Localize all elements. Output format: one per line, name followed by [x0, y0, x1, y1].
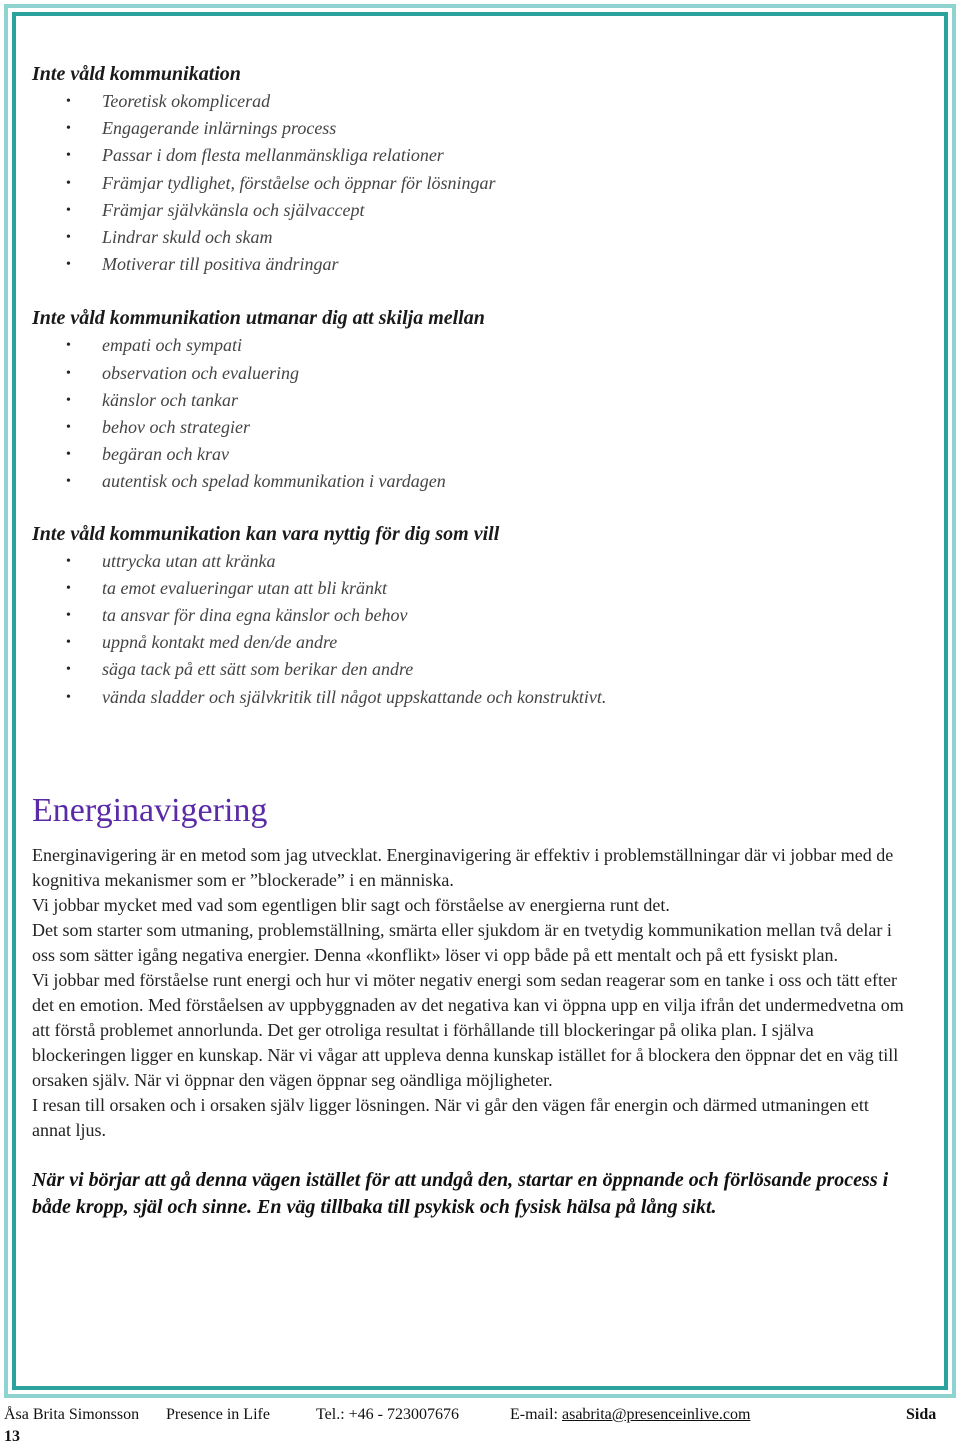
list-item-text: säga tack på ett sätt som berikar den andre: [102, 659, 414, 680]
list-item-text: uttrycka utan att kränka: [102, 550, 276, 571]
list-item: [32, 629, 912, 656]
bullet-list: [32, 332, 912, 495]
paragraph: Det som starter som utmaning, problemställning, smärta eller sjukdom är en tvetydig kommunikation mellan två delar i oss som sätter igång negativa energier. Denna «konflikt» löser vi opp både på ett mentalt och på ett fysiskt plan.: [32, 919, 892, 965]
list-item: [32, 575, 912, 602]
bullet-icon: •: [66, 580, 71, 596]
footer-phone: Tel.: +46 - 723007676: [316, 1406, 459, 1423]
bullet-icon: •: [66, 94, 71, 109]
paragraph: Vi jobbar med förståelse runt energi och hur vi möter negativ energi som sedan reagerar som en tanke i oss och tätt efter det en emotion. Med förståelsen av uppbyggnaden av det negativa kan vi öppna upp en vilja ifrån det undermedvetna om att förstå problemet annorlunda. Det ger otroliga resultat i förhållande till blockeringar på olika plan. I själva blockeringen ligger en kunskap. När vi vågar att uppleva denna kunskap istället for å blockera den öppnar det en väg till orsaken själv. När vi öppnar den vägen öppnar seg oändliga möjligheter.: [32, 969, 904, 1090]
list-item: [32, 224, 912, 251]
list-item: [32, 332, 912, 359]
paragraph: I resan till orsaken och i orsaken själv ligger lösningen. När vi går den vägen får energin och därmed utmaningen ett annat ljus.: [32, 1094, 869, 1140]
list-item-text: uppnå kontakt med den/de andre: [102, 632, 338, 653]
list-item-text: Motiverar till positiva ändringar: [102, 254, 339, 275]
bullet-icon: •: [66, 148, 71, 164]
list-item-text: behov och strategier: [102, 417, 250, 438]
list-item-text: ta ansvar för dina egna känslor och behov: [102, 605, 408, 626]
bullet-icon: •: [66, 121, 71, 137]
list-item-text: observation och evaluering: [102, 362, 299, 383]
bullet-icon: •: [66, 257, 71, 273]
bullet-icon: •: [66, 365, 71, 381]
bullet-icon: •: [66, 175, 71, 191]
bullet-icon: •: [66, 392, 71, 408]
body-text: [32, 843, 912, 1143]
section-nvc-benefits: [32, 60, 912, 278]
bullet-icon: •: [66, 474, 71, 490]
bullet-list: [32, 548, 912, 711]
section-nvc-useful: [32, 520, 912, 711]
list-item: [32, 656, 912, 683]
list-item: [32, 468, 912, 495]
list-item-text: Engagerande inlärnings process: [102, 118, 337, 139]
paragraph: Vi jobbar mycket med vad som egentligen blir sagt och förståelse av energierna runt det.: [32, 894, 670, 915]
list-item: [32, 251, 912, 278]
list-item-text: ta emot evalueringar utan att bli kränkt: [102, 577, 387, 598]
list-item: [32, 602, 912, 629]
list-item: [32, 414, 912, 441]
section-title: Inte våld kommunikation: [32, 63, 241, 85]
footer-email-label: E-mail:: [510, 1406, 558, 1423]
list-item: [32, 360, 912, 387]
section-title: Inte våld kommunikation kan vara nyttig för dig som vill: [32, 522, 500, 545]
list-item-text: Teoretisk okomplicerad: [102, 91, 271, 111]
list-item: [32, 197, 912, 224]
list-item-text: begäran och krav: [102, 444, 229, 465]
page-heading: Energinavigering: [32, 791, 268, 829]
section-energinavigering: [32, 791, 912, 1222]
list-item-text: autentisk och spelad kommunikation i vardagen: [102, 471, 446, 492]
bullet-list: [32, 88, 912, 278]
list-item: [32, 387, 912, 414]
list-item-text: känslor och tankar: [102, 389, 238, 410]
section-title: Inte våld kommunikation utmanar dig att skilja mellan: [32, 307, 485, 330]
list-item-text: vända sladder och självkritik till något uppskattande och konstruktivt.: [102, 686, 607, 707]
page-number: 13: [4, 1428, 20, 1445]
bullet-icon: •: [66, 608, 71, 624]
bullet-icon: •: [66, 447, 71, 463]
bullet-icon: •: [66, 689, 71, 705]
footer-company: Presence in Life: [166, 1406, 270, 1423]
bullet-icon: •: [66, 202, 71, 218]
list-item: [32, 170, 912, 197]
page-content: [32, 60, 912, 1242]
list-item: [32, 548, 912, 575]
list-item-text: Främjar tydlighet, förståelse och öppnar för lösningar: [102, 172, 496, 193]
paragraph: Energinavigering är en metod som jag utvecklat. Energinavigering är effektiv i problemställningar där vi jobbar med de kognitiva mekanismer som er ”blockerade” i en människa.: [32, 844, 894, 890]
footer-page-label: Sida: [906, 1406, 937, 1423]
list-item-text: Främjar självkänsla och självaccept: [102, 199, 365, 220]
bullet-icon: •: [66, 662, 71, 678]
list-item: [32, 88, 912, 115]
bullet-icon: •: [66, 338, 71, 354]
bullet-icon: •: [66, 635, 71, 651]
bullet-icon: •: [66, 230, 71, 246]
footer-email: [510, 1406, 750, 1424]
section-nvc-distinctions: [32, 304, 912, 495]
page-footer: [0, 1404, 960, 1445]
list-item: [32, 115, 912, 142]
bullet-icon: •: [66, 420, 71, 436]
list-item: [32, 684, 912, 711]
list-item-text: empati och sympati: [102, 335, 242, 356]
bullet-icon: •: [66, 553, 71, 569]
list-item-text: Passar i dom flesta mellanmänskliga relationer: [102, 145, 444, 166]
closing-statement: När vi börjar att gå denna vägen istället för att undgå den, startar en öppnande och förlösande process i både kropp, själ och sinne. En väg tillbaka till psykisk och fysisk hälsa på lång sikt.: [32, 1168, 889, 1219]
list-item-text: Lindrar skuld och skam: [102, 227, 273, 248]
list-item: [32, 441, 912, 468]
email-link[interactable]: asabrita@presenceinlive.com: [561, 1406, 751, 1423]
footer-author: Åsa Brita Simonsson: [4, 1406, 140, 1423]
list-item: [32, 142, 912, 169]
